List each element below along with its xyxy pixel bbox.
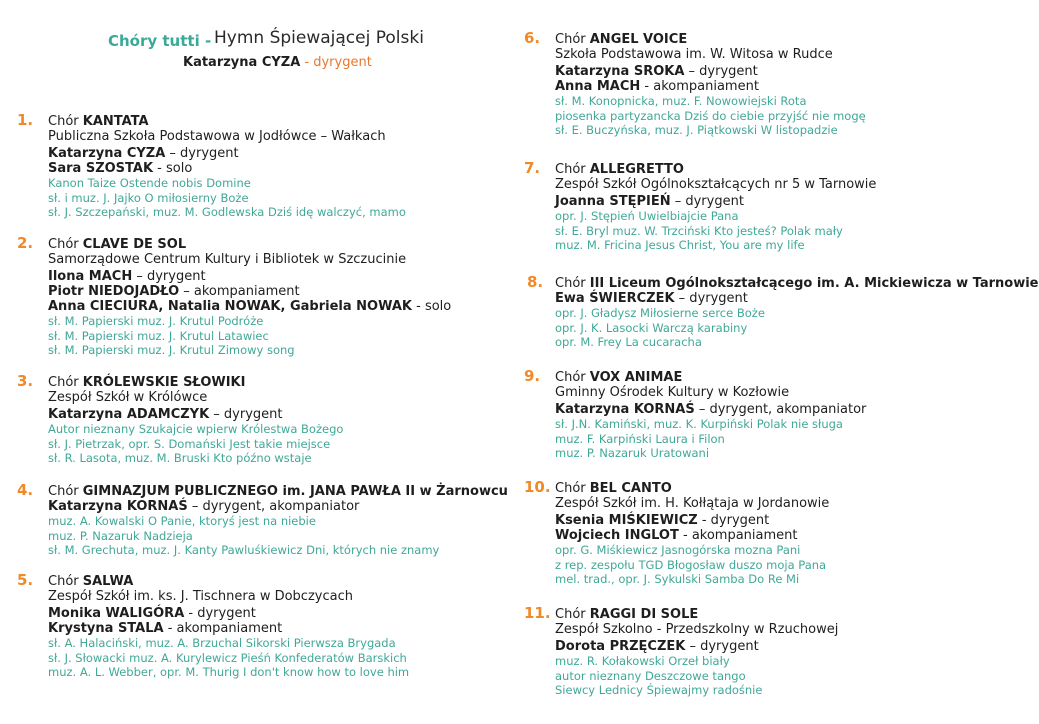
song-line: opr. G. Miśkiewicz Jasnogórska mozna Pani — [555, 543, 801, 557]
song-line: sł. E. Buczyńska, muz. J. Piątkowski W listopadzie — [555, 123, 838, 137]
header — [0, 26, 545, 70]
song-line: sł. M. Grechuta, muz. J. Kanty Pawluśkiewicz Dni, których nie znamy — [48, 543, 440, 557]
choir-name-line — [555, 276, 1039, 291]
song-line: sł. J.N. Kamiński, muz. K. Kurpiński Polak nie sługa — [555, 417, 843, 431]
person-name: Joanna STĘPIEŃ — [555, 194, 671, 209]
song-line: sł. M. Papierski muz. J. Krutul Latawiec — [48, 328, 269, 343]
person-line — [555, 194, 1020, 209]
person-role: – dyrygent — [670, 194, 744, 209]
choir-prefix: Chór — [48, 574, 83, 589]
person-line — [555, 528, 1020, 543]
song-line: opr. J. Stępień Uwielbiajcie Pana — [555, 209, 739, 223]
choir-entry-1 — [17, 111, 548, 220]
choir-entry-4 — [17, 481, 548, 558]
person-role: - akompaniament — [678, 528, 798, 543]
choir-name: ALLEGRETTO — [589, 162, 684, 177]
choir-entry-2 — [17, 234, 548, 358]
person-name: Katarzyna KORNAŚ — [555, 402, 695, 417]
song-line: sł. J. Szczepański, muz. M. Godlewska Dziś idę walczyć, mamo — [48, 205, 406, 219]
song-line: Kanon Taize Ostende nobis Domine — [48, 176, 251, 190]
person-name: Ksenia MIŚKIEWICZ — [555, 513, 698, 528]
institution: Zespół Szkolno - Przedszkolny w Rzuchowej — [555, 622, 839, 637]
choir-entry-6 — [524, 29, 1020, 138]
person-role: – dyrygent — [685, 639, 759, 654]
person-line — [555, 291, 1024, 306]
person-role: – dyrygent, akompaniator — [694, 402, 867, 417]
choir-entry-11 — [524, 604, 1020, 698]
header-conductor — [183, 55, 372, 70]
song-line: Autor nieznany Szukajcie wpierw Królestwa Bożego — [48, 422, 344, 436]
person-line — [555, 513, 1020, 528]
song-line: sł. M. Papierski muz. J. Krutul Podróże — [48, 314, 264, 328]
person-line — [555, 639, 1020, 654]
header-title-row — [0, 26, 545, 50]
person-role: – dyrygent — [209, 407, 283, 422]
song-line: sł. M. Papierski muz. J. Krutul Zimowy song — [48, 343, 295, 357]
choir-name-line — [555, 32, 1020, 47]
choir-name-line — [48, 375, 548, 390]
song-line: muz. A. Kowalski O Panie, ktoryś jest na niebie — [48, 514, 316, 528]
person-name: Sara SZOSTAK — [48, 161, 154, 176]
choir-entry-8 — [527, 273, 1039, 350]
choir-name: SALWA — [82, 574, 134, 589]
song-line: muz. M. Fricina Jesus Christ, You are my life — [555, 238, 805, 252]
entry-number: 5. — [17, 571, 34, 589]
person-line — [48, 407, 548, 422]
choir-entry-9 — [524, 367, 1020, 461]
song-line: Siewcy Lednicy Śpiewajmy radośnie — [555, 683, 763, 697]
song-line: muz. R. Kołakowski Orzeł biały — [555, 654, 730, 668]
person-line — [48, 269, 548, 284]
person-name: Anna MACH — [555, 79, 641, 94]
person-line — [48, 621, 548, 636]
entry-number: 3. — [17, 372, 34, 390]
person-name: Wojciech INGLOT — [555, 528, 679, 543]
person-line — [48, 606, 548, 621]
choir-entry-3 — [17, 372, 548, 466]
person-name: Katarzyna CYZA — [48, 146, 166, 161]
header-accent: Chóry tutti - — [108, 32, 212, 50]
choir-name-line — [48, 237, 548, 252]
person-line — [48, 299, 548, 314]
choir-prefix: Chór — [48, 237, 83, 252]
person-name: Katarzyna SROKA — [555, 64, 685, 79]
person-name: Monika WALIGÓRA — [48, 606, 185, 621]
song-line: mel. trad., opr. J. Sykulski Samba Do Re Mi — [555, 572, 800, 586]
song-line: z rep. zespołu TGD Błogosław duszo moja Pana — [555, 557, 827, 572]
person-name: Katarzyna ADAMCZYK — [48, 407, 210, 422]
person-name: Piotr NIEDOJADŁO — [48, 284, 180, 299]
choir-name: ANGEL VOICE — [589, 32, 688, 47]
header-conductor-name: Katarzyna CYZA — [183, 55, 301, 70]
choir-name-line — [48, 484, 548, 499]
person-name: Ilona MACH — [48, 269, 133, 284]
choir-prefix: Chór — [555, 276, 590, 291]
song-line: sł. E. Bryl muz. W. Trzciński Kto jesteś? Polak mały — [555, 223, 843, 238]
choir-name-line — [555, 370, 1020, 385]
entry-number: 8. — [527, 273, 544, 291]
institution: Zespół Szkół Ogólnokształcących nr 5 w Tarnowie — [555, 177, 877, 192]
person-role: - solo — [411, 299, 452, 314]
person-role: - dyrygent — [697, 513, 770, 528]
person-line — [555, 64, 1020, 79]
song-line: sł. i muz. J. Jajko O miłosierny Boże — [48, 190, 249, 205]
entry-number: 7. — [524, 159, 541, 177]
choir-name: III Liceum Ogólnokształcącego im. A. Mickiewicza w Tarnowie — [589, 276, 1039, 291]
song-line: piosenka partyzancka Dziś do ciebie przyjść nie mogę — [555, 108, 866, 123]
choir-prefix: Chór — [555, 481, 590, 496]
person-role: – akompaniament — [179, 284, 300, 299]
person-name: Krystyna STALA — [48, 621, 164, 636]
choir-name: GIMNAZJUM PUBLICZNEGO im. JANA PAWŁA II w Żarnowcu — [82, 484, 508, 499]
choir-name: CLAVE DE SOL — [82, 237, 187, 252]
song-line: sł. J. Słowacki muz. A. Kurylewicz Pieśń Konfederatów Barskich — [48, 650, 407, 665]
choir-entry-7 — [524, 159, 1020, 253]
choir-entry-5 — [17, 571, 548, 680]
entry-number: 1. — [17, 111, 34, 129]
person-name: Katarzyna KORNAŚ — [48, 499, 188, 514]
choir-name: VOX ANIMAE — [589, 370, 683, 385]
entry-number: 6. — [524, 29, 541, 47]
entry-number: 9. — [524, 367, 541, 385]
song-line: muz. A. L. Webber, opr. M. Thurig I don't know how to love him — [48, 665, 410, 679]
person-role: – dyrygent — [674, 291, 748, 306]
person-name: Dorota PRZĘCZEK — [555, 639, 686, 654]
song-line: opr. J. Gładysz Miłosierne serce Boże — [555, 306, 765, 320]
choir-prefix: Chór — [555, 162, 590, 177]
choir-entry-10 — [524, 478, 1020, 587]
choir-prefix: Chór — [48, 114, 83, 129]
person-line — [555, 402, 1020, 417]
choir-name-line — [555, 162, 1020, 177]
person-line — [48, 161, 548, 176]
choir-name-line — [48, 574, 548, 589]
person-role: – dyrygent — [132, 269, 206, 284]
institution: Samorządowe Centrum Kultury i Bibliotek w Szczucinie — [48, 252, 407, 267]
song-line: opr. J. K. Lasocki Warczą karabiny — [555, 320, 748, 335]
choir-name: KANTATA — [82, 114, 149, 129]
person-role: - dyrygent — [184, 606, 256, 621]
person-role: – dyrygent — [165, 146, 239, 161]
choir-prefix: Chór — [48, 375, 83, 390]
header-conductor-role: - dyrygent — [300, 55, 372, 70]
person-line — [48, 146, 548, 161]
page-title: Hymn Śpiewającej Polski — [214, 28, 424, 48]
choir-name: RAGGI DI SOLE — [589, 607, 699, 622]
choir-name: BEL CANTO — [589, 481, 672, 496]
choir-prefix: Chór — [555, 607, 590, 622]
institution: Zespół Szkół im. H. Kołłątaja w Jordanowie — [555, 496, 830, 511]
person-line — [48, 499, 548, 514]
song-line: sł. A. Halaciński, muz. A. Brzuchal Sikorski Pierwsza Brygada — [48, 636, 396, 650]
person-line — [48, 284, 548, 299]
institution: Szkoła Podstawowa im. W. Witosa w Rudce — [555, 47, 833, 62]
song-line: muz. F. Karpiński Laura i Filon — [555, 431, 725, 446]
choir-name-line — [555, 481, 1020, 496]
song-line: muz. P. Nazaruk Nadzieja — [48, 528, 193, 543]
entry-number: 10. — [524, 478, 551, 496]
song-line: opr. M. Frey La cucaracha — [555, 335, 702, 349]
choir-prefix: Chór — [555, 370, 590, 385]
person-role: - solo — [153, 161, 193, 176]
person-line — [555, 79, 1020, 94]
song-line: sł. J. Pietrzak, opr. S. Domański Jest takie miejsce — [48, 436, 331, 451]
choir-prefix: Chór — [555, 32, 590, 47]
person-role: - akompaniament — [163, 621, 283, 636]
choir-name-line — [555, 607, 1020, 622]
institution: Publiczna Szkoła Podstawowa w Jodłówce – Wałkach — [48, 129, 386, 144]
choir-name-line — [48, 114, 548, 129]
entry-number: 11. — [524, 604, 551, 622]
choir-name: KRÓLEWSKIE SŁOWIKI — [82, 375, 246, 390]
person-role: – dyrygent — [684, 64, 758, 79]
person-name: Anna CIECIURA, Natalia NOWAK, Gabriela NOWAK — [48, 299, 412, 314]
institution: Zespół Szkół im. ks. J. Tischnera w Dobczycach — [48, 589, 353, 604]
institution: Gminny Ośrodek Kultury w Kozłowie — [555, 385, 790, 400]
person-role: – dyrygent, akompaniator — [187, 499, 360, 514]
entry-number: 4. — [17, 481, 34, 499]
person-role: - akompaniament — [640, 79, 759, 94]
entry-number: 2. — [17, 234, 34, 252]
song-line: muz. P. Nazaruk Uratowani — [555, 446, 710, 460]
person-name: Ewa ŚWIERCZEK — [555, 291, 675, 306]
institution: Zespół Szkół w Królówce — [48, 390, 208, 405]
song-line: autor nieznany Deszczowe tango — [555, 668, 746, 683]
song-line: sł. R. Lasota, muz. M. Bruski Kto późno wstaje — [48, 451, 312, 465]
song-line: sł. M. Konopnicka, muz. F. Nowowiejski Rota — [555, 94, 807, 108]
choir-prefix: Chór — [48, 484, 83, 499]
